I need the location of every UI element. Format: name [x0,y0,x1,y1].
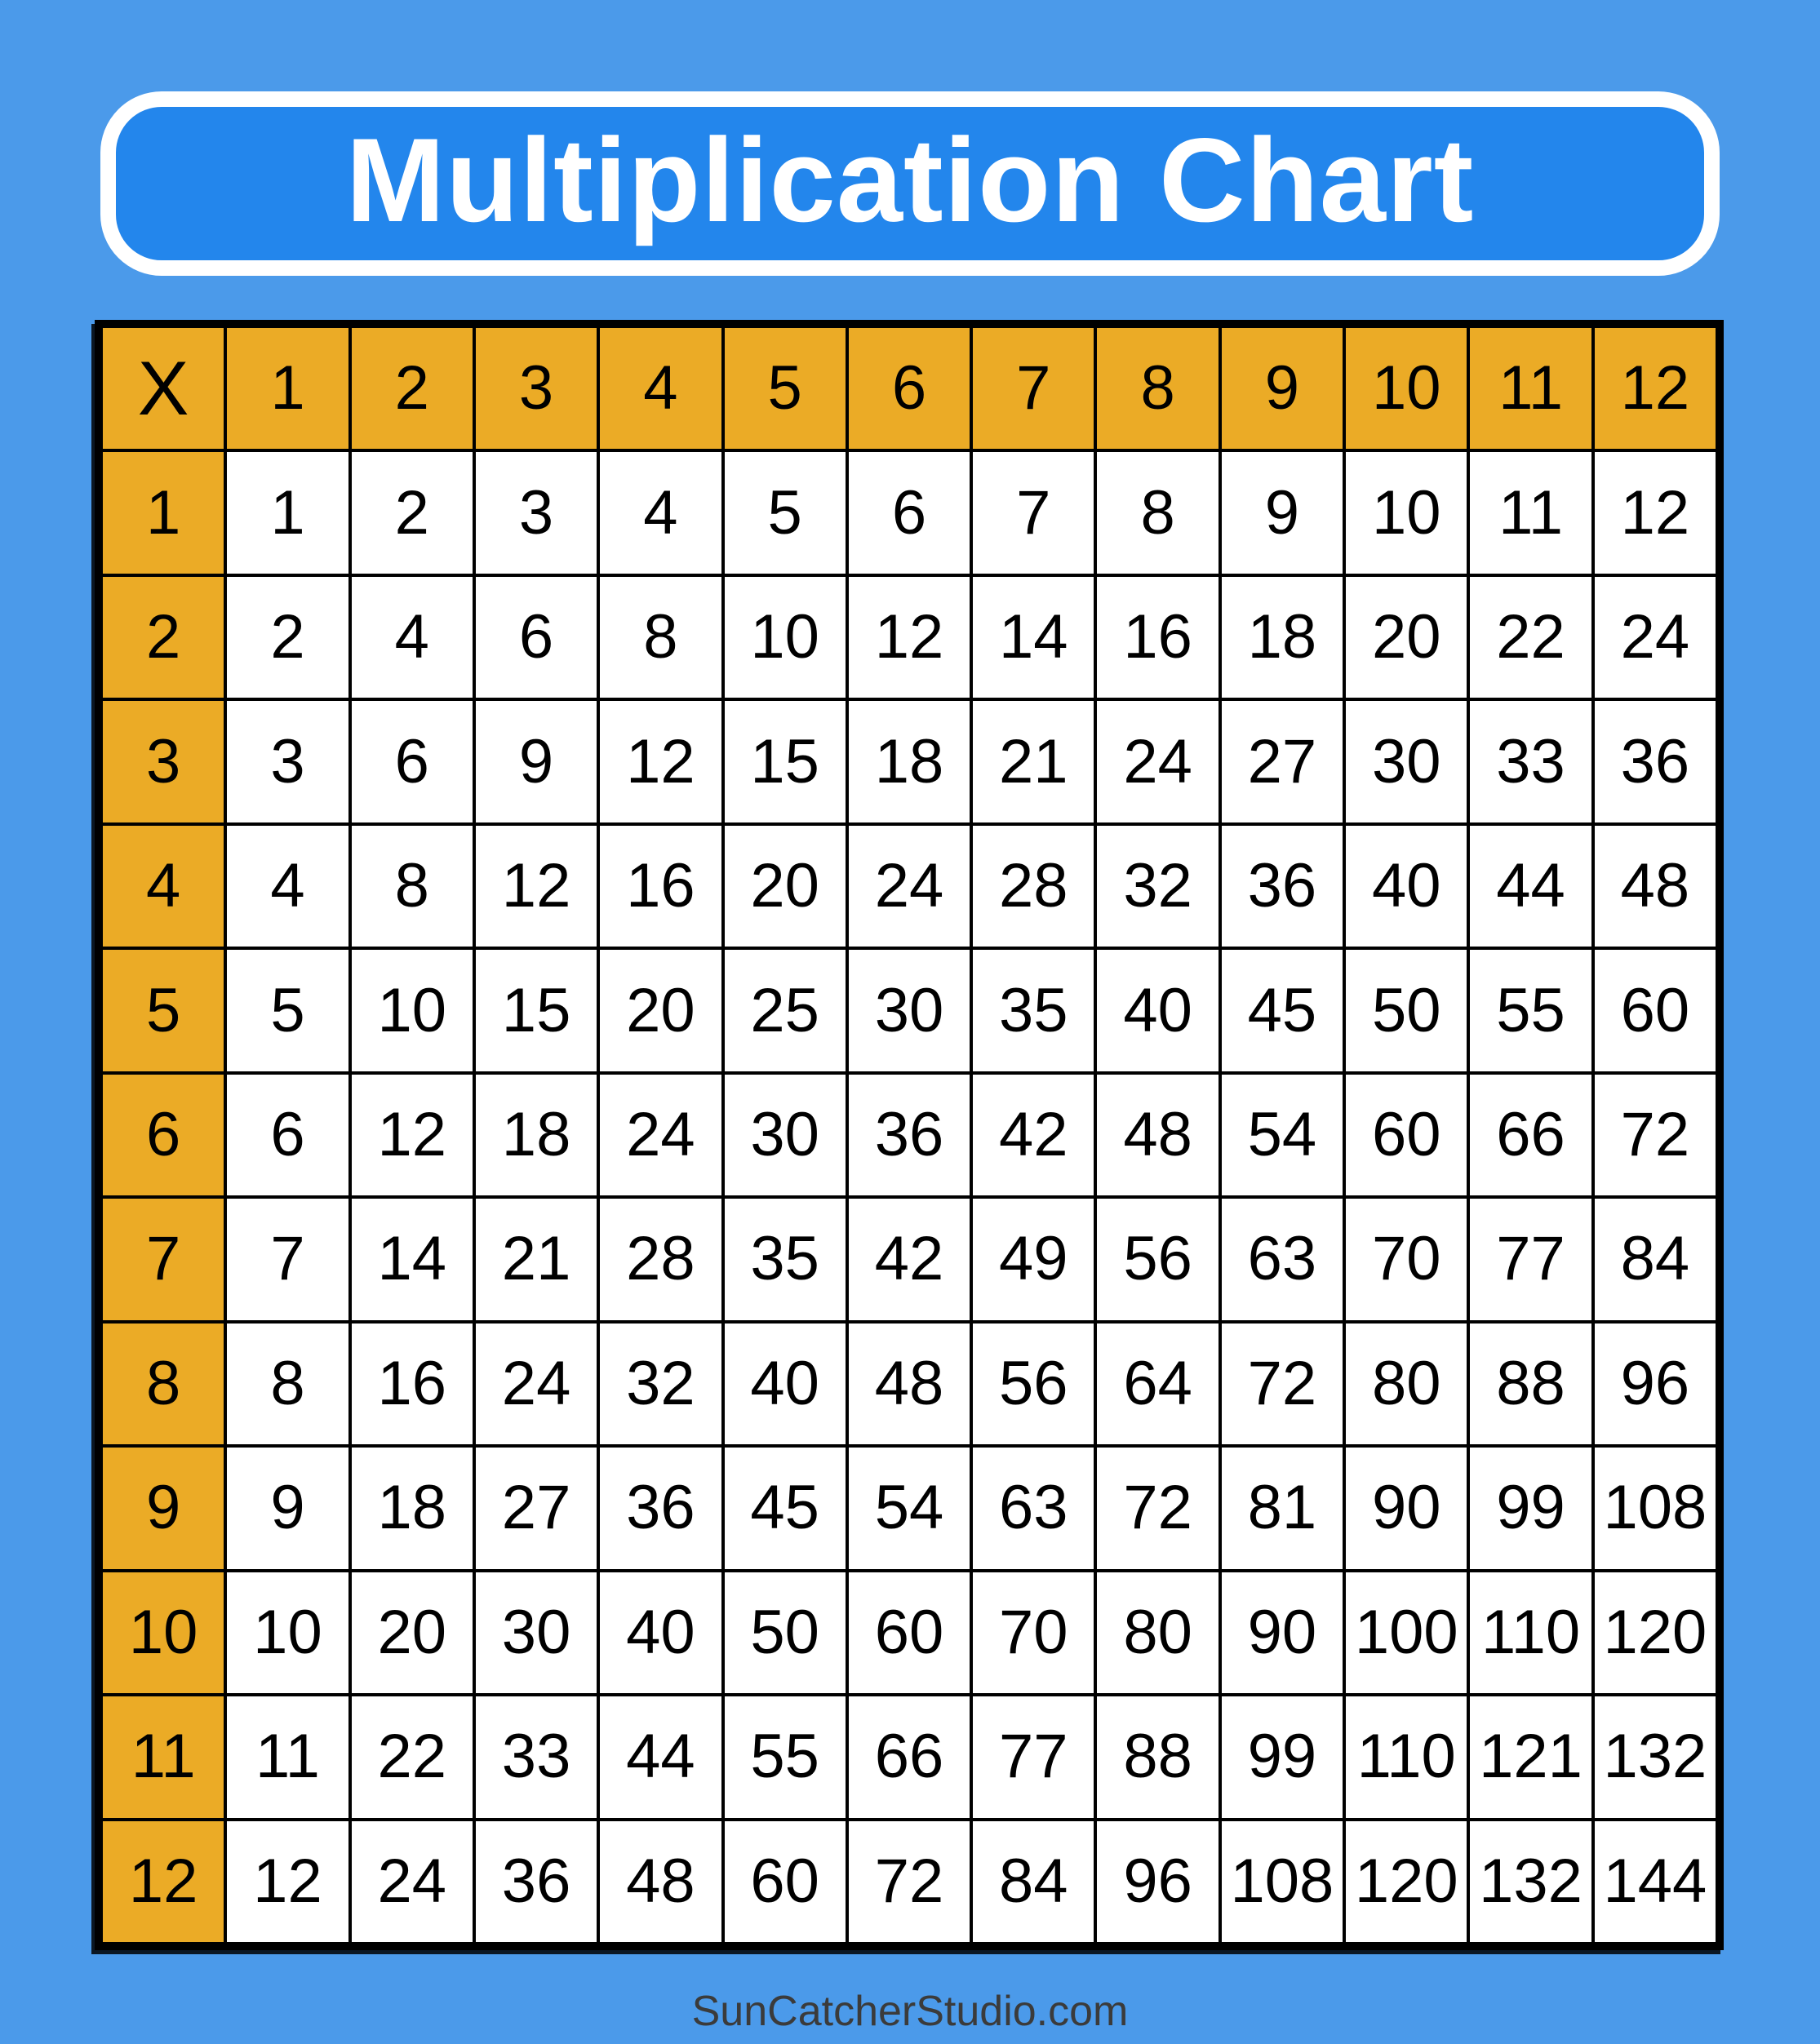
product-cell: 24 [352,1821,473,1942]
product-cell: 42 [849,1199,970,1319]
title-banner [100,91,1720,276]
product-cell: 24 [476,1324,597,1444]
row-header-cell: 4 [103,826,224,947]
column-header-cell: 8 [1097,328,1218,449]
product-cell: 20 [600,950,721,1071]
product-cell: 96 [1595,1324,1716,1444]
product-cell: 5 [227,950,348,1071]
product-cell: 56 [1097,1199,1218,1319]
product-cell: 8 [1097,452,1218,573]
product-cell: 36 [849,1075,970,1195]
product-cell: 40 [1346,826,1467,947]
product-cell: 14 [352,1199,473,1319]
multiplication-table [95,320,1724,1950]
product-cell: 24 [1595,577,1716,698]
product-cell: 80 [1097,1572,1218,1693]
product-cell: 10 [352,950,473,1071]
column-header-cell: 3 [476,328,597,449]
product-cell: 110 [1346,1696,1467,1817]
product-cell: 32 [1097,826,1218,947]
product-cell: 12 [600,701,721,822]
product-cell: 24 [1097,701,1218,822]
product-cell: 96 [1097,1821,1218,1942]
column-header-cell: 7 [973,328,1094,449]
product-cell: 120 [1346,1821,1467,1942]
column-header-cell: 4 [600,328,721,449]
product-cell: 90 [1346,1448,1467,1568]
product-cell: 2 [352,452,473,573]
product-cell: 50 [725,1572,846,1693]
product-cell: 35 [973,950,1094,1071]
product-cell: 22 [352,1696,473,1817]
product-cell: 12 [849,577,970,698]
product-cell: 10 [227,1572,348,1693]
product-cell: 30 [849,950,970,1071]
product-cell: 66 [849,1696,970,1817]
product-cell: 18 [1222,577,1343,698]
column-header-cell: 1 [227,328,348,449]
product-cell: 56 [973,1324,1094,1444]
row-header-cell: 3 [103,701,224,822]
product-cell: 55 [1470,950,1591,1071]
product-cell: 11 [227,1696,348,1817]
product-cell: 8 [352,826,473,947]
product-cell: 20 [352,1572,473,1693]
product-cell: 12 [1595,452,1716,573]
product-cell: 88 [1470,1324,1591,1444]
product-cell: 12 [227,1821,348,1942]
column-header-cell: 12 [1595,328,1716,449]
product-cell: 44 [600,1696,721,1817]
product-cell: 21 [973,701,1094,822]
product-cell: 16 [600,826,721,947]
product-cell: 99 [1222,1696,1343,1817]
product-cell: 44 [1470,826,1591,947]
product-cell: 27 [476,1448,597,1568]
product-cell: 7 [227,1199,348,1319]
product-cell: 25 [725,950,846,1071]
product-cell: 36 [1595,701,1716,822]
product-cell: 99 [1470,1448,1591,1568]
row-header-cell: 8 [103,1324,224,1444]
product-cell: 72 [1595,1075,1716,1195]
product-cell: 90 [1222,1572,1343,1693]
row-header-cell: 7 [103,1199,224,1319]
product-cell: 33 [476,1696,597,1817]
product-cell: 84 [973,1821,1094,1942]
product-cell: 9 [476,701,597,822]
product-cell: 32 [600,1324,721,1444]
product-cell: 6 [352,701,473,822]
product-cell: 54 [849,1448,970,1568]
product-cell: 20 [1346,577,1467,698]
column-header-cell: 2 [352,328,473,449]
product-cell: 6 [849,452,970,573]
product-cell: 21 [476,1199,597,1319]
product-cell: 49 [973,1199,1094,1319]
product-cell: 72 [1222,1324,1343,1444]
product-cell: 18 [849,701,970,822]
page-title: Multiplication Chart [345,113,1475,246]
product-cell: 60 [849,1572,970,1693]
column-header-cell: 5 [725,328,846,449]
product-cell: 72 [1097,1448,1218,1568]
product-cell: 108 [1222,1821,1343,1942]
product-cell: 35 [725,1199,846,1319]
product-cell: 4 [352,577,473,698]
product-cell: 36 [600,1448,721,1568]
product-cell: 6 [227,1075,348,1195]
product-cell: 40 [600,1572,721,1693]
product-cell: 50 [1346,950,1467,1071]
product-cell: 110 [1470,1572,1591,1693]
column-header-cell: 6 [849,328,970,449]
product-cell: 40 [1097,950,1218,1071]
product-cell: 11 [1470,452,1591,573]
product-cell: 4 [227,826,348,947]
row-header-cell: 6 [103,1075,224,1195]
product-cell: 77 [1470,1199,1591,1319]
product-cell: 6 [476,577,597,698]
product-cell: 8 [600,577,721,698]
product-cell: 14 [973,577,1094,698]
product-cell: 121 [1470,1696,1591,1817]
product-cell: 88 [1097,1696,1218,1817]
product-cell: 5 [725,452,846,573]
product-cell: 42 [973,1075,1094,1195]
row-header-cell: 2 [103,577,224,698]
product-cell: 2 [227,577,348,698]
product-cell: 72 [849,1821,970,1942]
product-cell: 84 [1595,1199,1716,1319]
product-cell: 24 [600,1075,721,1195]
product-cell: 30 [476,1572,597,1693]
product-cell: 60 [725,1821,846,1942]
product-cell: 4 [600,452,721,573]
product-cell: 16 [1097,577,1218,698]
product-cell: 48 [849,1324,970,1444]
product-cell: 100 [1346,1572,1467,1693]
product-cell: 54 [1222,1075,1343,1195]
product-cell: 3 [227,701,348,822]
product-cell: 55 [725,1696,846,1817]
product-cell: 81 [1222,1448,1343,1568]
row-header-cell: 9 [103,1448,224,1568]
product-cell: 132 [1595,1696,1716,1817]
product-cell: 24 [849,826,970,947]
product-cell: 63 [973,1448,1094,1568]
product-cell: 40 [725,1324,846,1444]
product-cell: 18 [476,1075,597,1195]
product-cell: 33 [1470,701,1591,822]
product-cell: 64 [1097,1324,1218,1444]
product-cell: 60 [1346,1075,1467,1195]
product-cell: 20 [725,826,846,947]
product-cell: 132 [1470,1821,1591,1942]
product-cell: 27 [1222,701,1343,822]
product-cell: 36 [476,1821,597,1942]
product-cell: 70 [973,1572,1094,1693]
column-header-cell: 11 [1470,328,1591,449]
product-cell: 36 [1222,826,1343,947]
product-cell: 66 [1470,1075,1591,1195]
product-cell: 12 [352,1075,473,1195]
column-header-cell: 9 [1222,328,1343,449]
product-cell: 7 [973,452,1094,573]
product-cell: 48 [1097,1075,1218,1195]
table-corner-cell: X [103,328,224,449]
product-cell: 1 [227,452,348,573]
product-cell: 77 [973,1696,1094,1817]
footer-credit: SunCatcherStudio.com [691,1988,1129,2035]
product-cell: 60 [1595,950,1716,1071]
product-cell: 28 [973,826,1094,947]
product-cell: 10 [725,577,846,698]
product-cell: 45 [725,1448,846,1568]
product-cell: 10 [1346,452,1467,573]
product-cell: 9 [1222,452,1343,573]
row-header-cell: 1 [103,452,224,573]
product-cell: 30 [1346,701,1467,822]
product-cell: 48 [1595,826,1716,947]
row-header-cell: 12 [103,1821,224,1942]
product-cell: 120 [1595,1572,1716,1693]
product-cell: 18 [352,1448,473,1568]
product-cell: 15 [476,950,597,1071]
product-cell: 9 [227,1448,348,1568]
product-cell: 3 [476,452,597,573]
row-header-cell: 5 [103,950,224,1071]
column-header-cell: 10 [1346,328,1467,449]
product-cell: 144 [1595,1821,1716,1942]
product-cell: 22 [1470,577,1591,698]
product-cell: 28 [600,1199,721,1319]
product-cell: 108 [1595,1448,1716,1568]
product-cell: 70 [1346,1199,1467,1319]
product-cell: 12 [476,826,597,947]
row-header-cell: 10 [103,1572,224,1693]
product-cell: 45 [1222,950,1343,1071]
product-cell: 48 [600,1821,721,1942]
product-cell: 16 [352,1324,473,1444]
row-header-cell: 11 [103,1696,224,1817]
product-cell: 8 [227,1324,348,1444]
product-cell: 30 [725,1075,846,1195]
product-cell: 15 [725,701,846,822]
product-cell: 63 [1222,1199,1343,1319]
product-cell: 80 [1346,1324,1467,1444]
